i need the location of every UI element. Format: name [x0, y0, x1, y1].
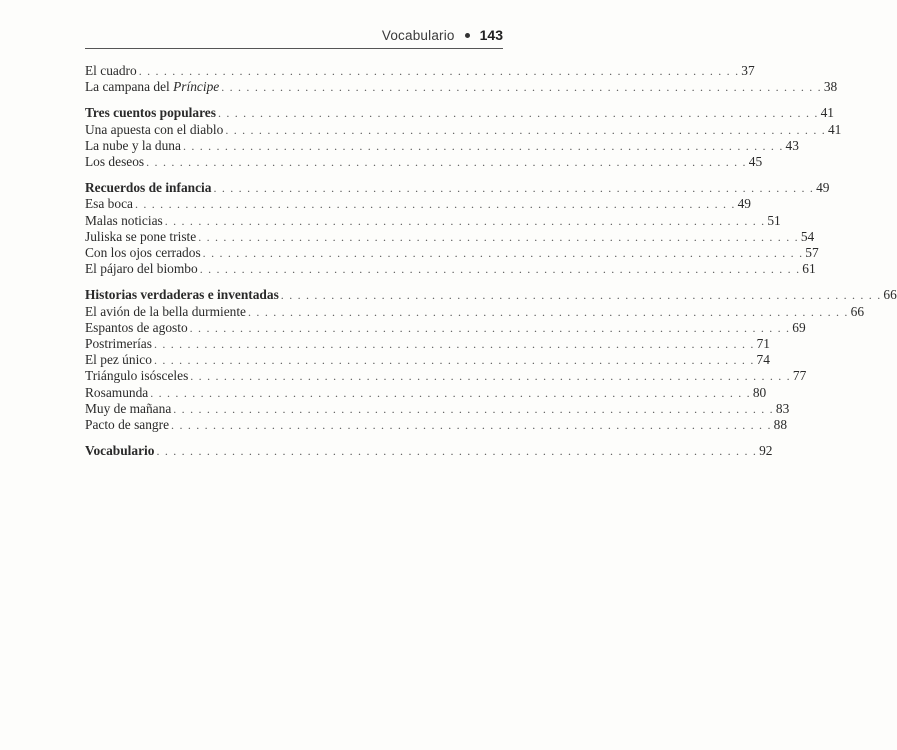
running-title: Vocabulario [381, 27, 455, 43]
table-of-contents [85, 63, 897, 469]
toc-page-number: 66 [850, 303, 865, 319]
toc-entry-title: Esa boca [85, 196, 133, 212]
toc-entry [85, 196, 751, 212]
dot-leader: . . . . . . . . . . . . . . . . . . . . . . . . . . . . . . . . . . . . . . . . . . . . . . . . . . . . . . . . . . . . . . . . . . . . . . . . [213, 181, 815, 196]
toc-page-number: 49 [737, 196, 751, 212]
dot-leader: . . . . . . . . . . . . . . . . . . . . . . . . . . . . . . . . . . . . . . . . . . . . . . . . . . . . . . . . . . . . . . . . . . . . . . . . [221, 80, 822, 95]
dot-leader: . . . . . . . . . . . . . . . . . . . . . . . . . . . . . . . . . . . . . . . . . . . . . . . . . . . . . . . . . . . . . . . . . . . . . . . . [134, 197, 736, 212]
toc-page-number: 57 [805, 245, 819, 261]
toc-entry-title: Rosamunda [85, 384, 149, 400]
toc-page-number: 71 [756, 336, 770, 352]
dot-leader: . . . . . . . . . . . . . . . . . . . . . . . . . . . . . . . . . . . . . . . . . . . . . . . . . . . . . . . . . . . . . . . . . . . . . . . . [225, 122, 826, 137]
running-head [382, 27, 503, 43]
toc-entry-title: La campana del Príncipe [85, 79, 220, 95]
toc-page-number: 66 [883, 287, 897, 303]
toc-section [85, 63, 838, 95]
toc-section [85, 287, 897, 433]
header-rule [85, 48, 503, 49]
toc-page-number: 41 [827, 121, 842, 137]
toc-section [85, 443, 773, 459]
dot-leader: . . . . . . . . . . . . . . . . . . . . . . . . . . . . . . . . . . . . . . . . . . . . . . . . . . . . . . . . . . . . . . . . . . . . . . . . [173, 401, 774, 416]
toc-entry [85, 121, 842, 138]
toc-entry [85, 319, 806, 336]
toc-page-number: 74 [756, 352, 770, 368]
dot-leader: . . . . . . . . . . . . . . . . . . . . . . . . . . . . . . . . . . . . . . . . . . . . . . . . . . . . . . . . . . . . . . . . . . . . . . . . [189, 320, 791, 335]
dot-leader: . . . . . . . . . . . . . . . . . . . . . . . . . . . . . . . . . . . . . . . . . . . . . . . . . . . . . . . . . . . . . . . . . . . . . . . . [153, 337, 755, 352]
dot-leader: . . . . . . . . . . . . . . . . . . . . . . . . . . . . . . . . . . . . . . . . . . . . . . . . . . . . . . . . . . . . . . . . . . . . . . . . [150, 385, 751, 400]
toc-section [85, 105, 842, 170]
dot-leader: . . . . . . . . . . . . . . . . . . . . . . . . . . . . . . . . . . . . . . . . . . . . . . . . . . . . . . . . . . . . . . . . . . . . . . . . [182, 138, 784, 153]
toc-entry-title: Una apuesta con el diablo [85, 121, 224, 137]
toc-entry-title: Espantos de agosto [85, 319, 188, 335]
toc-page-number: 54 [800, 228, 815, 244]
dot-leader: . . . . . . . . . . . . . . . . . . . . . . . . . . . . . . . . . . . . . . . . . . . . . . . . . . . . . . . . . . . . . . . . . . . . . . . . [153, 353, 755, 368]
toc-page-number: 77 [792, 368, 807, 384]
toc-entry-title: El avión de la bella durmiente [85, 303, 247, 319]
toc-entry [85, 368, 807, 384]
toc-entry [85, 212, 781, 229]
toc-entry [85, 154, 763, 170]
toc-entry-title: Pacto de sangre [85, 417, 170, 433]
dot-leader: . . . . . . . . . . . . . . . . . . . . . . . . . . . . . . . . . . . . . . . . . . . . . . . . . . . . . . . . . . . . . . . . . . . . . . . . [138, 64, 740, 78]
dot-leader: . . . . . . . . . . . . . . . . . . . . . . . . . . . . . . . . . . . . . . . . . . . . . . . . . . . . . . . . . . . . . . . . . . . . . . . . [280, 288, 882, 303]
toc-page-number: 37 [741, 63, 755, 78]
toc-entry-title: Juliska se pone triste [85, 228, 197, 244]
toc-page-number: 69 [792, 319, 806, 335]
page-number: 143 [479, 27, 503, 43]
toc-entry-title: Muy de mañana [85, 400, 172, 416]
toc-entry-title: Postrimerías [85, 336, 152, 352]
dot-leader: . . . . . . . . . . . . . . . . . . . . . . . . . . . . . . . . . . . . . . . . . . . . . . . . . . . . . . . . . . . . . . . . . . . . . . . . [248, 304, 849, 319]
toc-entry-title: Tres cuentos populares [85, 105, 216, 121]
dot-leader: . . . . . . . . . . . . . . . . . . . . . . . . . . . . . . . . . . . . . . . . . . . . . . . . . . . . . . . . . . . . . . . . . . . . . . . . [156, 444, 758, 459]
toc-page-number: 41 [820, 105, 834, 121]
toc-entry-title: El pájaro del biombo [85, 261, 198, 277]
toc-entry-title: El cuadro [85, 63, 137, 78]
toc-entry [85, 384, 767, 401]
toc-section-heading [85, 287, 897, 303]
toc-entry [85, 137, 799, 154]
dot-leader: . . . . . . . . . . . . . . . . . . . . . . . . . . . . . . . . . . . . . . . . . . . . . . . . . . . . . . . . . . . . . . . . . . . . . . . . [164, 213, 766, 228]
toc-page-number: 49 [816, 180, 830, 196]
toc-entry-title: Los deseos [85, 154, 145, 170]
dot-leader: . . . . . . . . . . . . . . . . . . . . . . . . . . . . . . . . . . . . . . . . . . . . . . . . . . . . . . . . . . . . . . . . . . . . . . . . [190, 369, 791, 384]
dot-leader: . . . . . . . . . . . . . . . . . . . . . . . . . . . . . . . . . . . . . . . . . . . . . . . . . . . . . . . . . . . . . . . . . . . . . . . . [199, 262, 801, 277]
toc-section [85, 180, 830, 277]
toc-page-number: 51 [767, 212, 781, 228]
toc-entry-title: Malas noticias [85, 212, 163, 228]
toc-page-number: 88 [773, 417, 788, 433]
toc-entry-title: El pez único [85, 352, 152, 368]
toc-entry [85, 228, 815, 245]
toc-entry [85, 417, 788, 433]
toc-page-number: 80 [752, 384, 767, 400]
toc-page-number: 45 [748, 154, 763, 170]
toc-section-heading [85, 443, 773, 459]
toc-entry [85, 336, 770, 352]
toc-entry [85, 245, 819, 261]
toc-page-number: 83 [775, 400, 790, 416]
toc-entry [85, 352, 770, 368]
dot-leader: . . . . . . . . . . . . . . . . . . . . . . . . . . . . . . . . . . . . . . . . . . . . . . . . . . . . . . . . . . . . . . . . . . . . . . . . [217, 106, 819, 121]
toc-section-heading [85, 180, 830, 196]
toc-entry [85, 303, 865, 320]
toc-entry-title: Vocabulario [85, 443, 155, 459]
toc-entry [85, 79, 838, 95]
toc-page-number: 61 [802, 261, 816, 277]
toc-entry-title: Historias verdaderas e inventadas [85, 287, 279, 303]
toc-section-heading [85, 105, 834, 121]
toc-entry-title: Recuerdos de infancia [85, 180, 212, 196]
toc-entry-title: Con los ojos cerrados [85, 245, 201, 261]
toc-entry [85, 261, 816, 277]
dot-leader: . . . . . . . . . . . . . . . . . . . . . . . . . . . . . . . . . . . . . . . . . . . . . . . . . . . . . . . . . . . . . . . . . . . . . . . . [202, 246, 804, 261]
toc-entry-title: Triángulo isósceles [85, 368, 189, 384]
dot-leader: . . . . . . . . . . . . . . . . . . . . . . . . . . . . . . . . . . . . . . . . . . . . . . . . . . . . . . . . . . . . . . . . . . . . . . . . [146, 155, 747, 170]
dot-leader: . . . . . . . . . . . . . . . . . . . . . . . . . . . . . . . . . . . . . . . . . . . . . . . . . . . . . . . . . . . . . . . . . . . . . . . . [198, 229, 799, 244]
toc-entry [85, 400, 790, 417]
toc-page-number: 43 [785, 137, 799, 153]
toc-page-number: 38 [823, 79, 838, 95]
toc-entry [85, 63, 755, 79]
dot-leader: . . . . . . . . . . . . . . . . . . . . . . . . . . . . . . . . . . . . . . . . . . . . . . . . . . . . . . . . . . . . . . . . . . . . . . . . [171, 418, 772, 433]
bullet-icon [465, 33, 470, 38]
toc-entry-title: La nube y la duna [85, 137, 181, 153]
toc-page-number: 92 [759, 443, 773, 459]
